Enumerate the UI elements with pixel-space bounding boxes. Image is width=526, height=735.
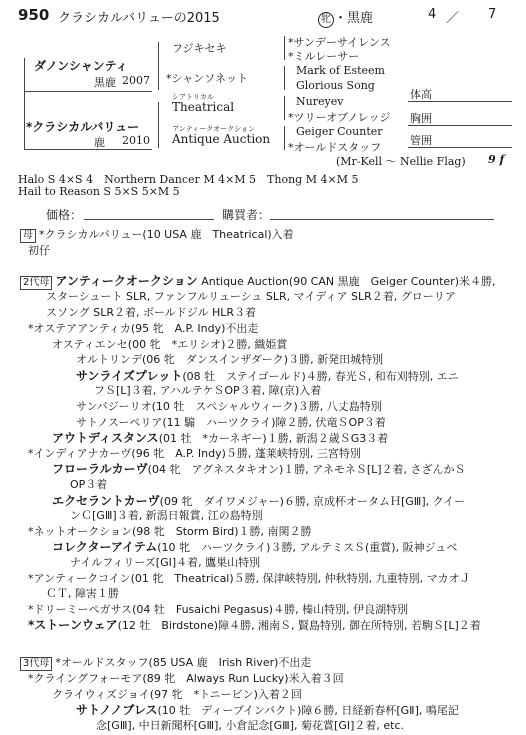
lot-title: クラシカルバリューの2015 [58, 11, 220, 26]
horse-name: *アンティークコイン [28, 571, 131, 585]
g3-bracket-4 [284, 126, 285, 150]
sire-underline [24, 91, 152, 92]
horse-name: オスティエンセ [52, 337, 128, 351]
dam-section [20, 226, 294, 243]
g3-5: Nureyev [296, 95, 344, 108]
horse-record: ナイルフィリーズ[GⅠ]４着, 鷹巣山特別 [70, 556, 261, 569]
g3-4: Glorious Song [296, 79, 375, 92]
horse-name: サトノノブレス [76, 703, 158, 718]
family-entry [28, 616, 481, 633]
horse-record: (96 牝 A.P. Indy)５勝, 蓬莱峡特別, 三宮特別 [131, 446, 361, 460]
dam-bracket [158, 102, 159, 148]
second-dam-name: アンティークオークション [55, 274, 198, 288]
family-entry [52, 336, 287, 352]
horse-record: (98 牝 Storm Bird)１勝, 南関２勝 [131, 524, 312, 538]
height-label: 体高 [410, 88, 432, 101]
dam-underline [24, 149, 152, 150]
family-entry [28, 320, 258, 336]
horse-record: (09 牝 ダイワメジャー)６勝, 京成杯オータムＨ[GⅢ], クイー [159, 494, 466, 508]
horse-name: サンライズプレット [76, 368, 183, 383]
horse-record: (08 牡 ステイゴールド)４勝, 春光Ｓ, 和布刈特別, エニ [182, 369, 459, 383]
sire-year: 2007 [122, 74, 150, 87]
horse-name: *クライングフォーモア [28, 672, 143, 685]
family-entry [94, 382, 321, 398]
g3-6: *ツリーオブノレッジ [288, 111, 391, 124]
cannon-line [408, 147, 512, 148]
horse-record: (89 牝 Always Run Lucky)米入着３回 [142, 672, 344, 685]
horse-name: サンバジーリオ [76, 400, 152, 413]
third-dam-head [20, 654, 311, 671]
sex-mark: 牝 [318, 12, 334, 28]
horse-name: オルトリンデ [76, 353, 142, 367]
family-entry [70, 554, 260, 570]
family-entry [96, 717, 404, 733]
horse-name: *オステアアンティカ [28, 322, 131, 335]
dam-line: *クラシカルバリュー(10 USA 鹿 Theatrical)入着 [39, 228, 294, 241]
horse-name: *ネットオークション [28, 524, 132, 538]
dam-name: *クラシカルバリュー [26, 120, 140, 134]
sire-bracket [158, 42, 159, 90]
family-entry [70, 476, 107, 492]
third-dam-label: 3代母 [20, 657, 52, 671]
birth-month: 4 [428, 7, 437, 22]
horse-record: (06 牝 ダンスインザダーク)３勝, 新発田城特別 [142, 353, 384, 367]
family-entry [28, 601, 408, 617]
horse-name: *ドリーミーペガサス [28, 602, 133, 616]
second-dam-head-rest: Antique Auction(90 CAN 黒鹿 Geiger Counter)米４勝, [197, 275, 496, 288]
horse-record: (11 騸 ハーツクライ)障２勝, 伏竜ＳOP３着 [162, 415, 386, 429]
inbreeding-1: Halo S 4×S 4 Northern Dancer M 4×M 5 Thong M 4×M 5 [18, 173, 359, 186]
horse-record: ＣＴ, 障害１勝 [46, 587, 119, 601]
coat-color: ・黒鹿 [334, 11, 374, 26]
cannon-label: 管囲 [410, 134, 432, 147]
dam-dam-ruby: アンティークオークション [172, 125, 256, 133]
g3-bracket-2 [284, 66, 285, 90]
height-line [408, 101, 512, 102]
dam-color: 鹿 [94, 136, 105, 149]
buyer-field[interactable] [270, 219, 494, 220]
second-dam-head-line [46, 288, 456, 304]
lot-number: 950 [18, 6, 50, 24]
dam-label: 母 [20, 229, 36, 243]
family-entry [76, 398, 382, 414]
horse-name: クライウィズジョイ [52, 687, 150, 701]
horse-name: サトノスーペリア [76, 415, 163, 429]
horse-record: (10 牝 ハーツクライ)３勝, アルテミスＳ(重賞), 阪神ジュベ [157, 541, 458, 555]
sire-dam: *シャンソネット [166, 72, 249, 85]
family-line: (Mr-Kell ～ Nellie Flag) [336, 155, 466, 168]
g3-bracket-3 [284, 96, 285, 120]
family-entry [76, 351, 383, 367]
g3-2: *ミルレーサー [288, 50, 360, 63]
horse-name: *ストーンウェア [28, 618, 118, 633]
horse-name: フローラルカーヴ [52, 462, 148, 477]
horse-record: (04 牡 Fusaichi Pegasus)４勝, 榛山特別, 伊良湖特別 [132, 602, 409, 616]
horse-name: エクセラントカーヴ [52, 493, 160, 508]
family-number: 9 f [488, 153, 505, 166]
horse-record: (04 牝 アグネスタキオン)１勝, アネモネＳ[L]２着, さざんかＳ [147, 463, 466, 477]
g3-7: Geiger Counter [296, 125, 383, 138]
family-entry [28, 445, 361, 461]
dam-note: 初仔 [28, 244, 50, 257]
horse-name: コレクターアイテム [52, 540, 158, 555]
pedigree-bracket [24, 58, 25, 150]
horse-record: (10 牡 スペシャルウィーク)３勝, 八丈島特別 [151, 400, 382, 413]
second-dam-head-line: スターシュート SLR, ファンフルリューシュ SLR, マイディア SLR２着, グローリア [46, 290, 456, 303]
horse-record: (01 牝 Theatrical)５勝, 保津峡特別, 仲秋特別, 九重特別, マカオＪ [130, 571, 471, 585]
sire-name: ダノンシャンティ [34, 59, 128, 73]
horse-record: OP３着 [70, 478, 108, 491]
dam-sire-ruby: シアトリカル [172, 93, 214, 101]
sire-sire: フジキセキ [172, 42, 227, 55]
second-dam-label: 2代母 [20, 276, 52, 290]
horse-name: *インディアナカーヴ [28, 446, 132, 460]
horse-record: (12 牡 Birdstone)障４勝, 湘南Ｓ, 賢島特別, 御在所特別, 若駒Ｓ[L]２着 [117, 619, 481, 633]
birth-day: 7 [488, 7, 497, 22]
family-entry [52, 686, 302, 702]
price-field[interactable] [84, 219, 214, 220]
second-dam-head-line: スソング SLR２着, ボールドジル HLR３着 [46, 305, 257, 319]
family-entry [52, 429, 388, 446]
g3-bracket-1 [284, 36, 285, 60]
family-entry [52, 538, 457, 555]
family-entry [76, 367, 459, 384]
family-entry [28, 523, 312, 539]
horse-record: (95 牝 A.P. Indy)不出走 [130, 322, 259, 335]
horse-record: (00 牝 *エリシオ)２勝, 織姫賞 [127, 337, 288, 351]
g3-8: *オールドスタッフ [288, 141, 382, 154]
horse-record: (01 牡 *カーネギー)１勝, 新潟２歳ＳG3３着 [158, 432, 389, 446]
horse-record: 念[GⅢ], 中日新聞杯[GⅢ], 小倉記念[GⅢ], 菊花賞[GⅠ]２着, etc. [96, 718, 405, 732]
date-slash: ／ [446, 11, 460, 26]
family-entry [28, 570, 471, 586]
chest-line [408, 125, 512, 126]
inbreeding-2: Hail to Reason S 5×S 5×M 5 [18, 185, 180, 198]
price-label: 価格： [46, 208, 83, 222]
family-entry [28, 670, 344, 686]
family-entry [52, 492, 465, 509]
sex-badge [318, 7, 373, 28]
dam-sire: Theatrical [172, 100, 235, 114]
horse-record: (10 牡 ディープインパクト)障６勝, 日経新春杯[GⅡ], 鳴尾記 [157, 704, 459, 718]
family-entry [46, 585, 119, 601]
dam-year: 2010 [122, 134, 150, 147]
family-entry [52, 460, 466, 477]
family-entry [76, 701, 459, 718]
second-dam-head-line [46, 304, 256, 320]
g3-1: *サンデーサイレンス [288, 36, 391, 49]
family-entry [76, 414, 386, 430]
horse-record: フＳ[L]３着, アハルテケＳOP３着, 障(京)入着 [94, 384, 322, 398]
horse-name: アウトディスタンス [52, 431, 159, 446]
third-dam-name: *オールドスタッフ [55, 656, 149, 669]
horse-record: (97 牝 *トニービン)入着２回 [149, 687, 302, 701]
third-dam-head-rest: (85 USA 鹿 Irish River)不出走 [148, 656, 312, 669]
buyer-label: 購買者： [222, 208, 271, 222]
horse-record: ンＣ[GⅢ]３着, 新潟日報賞, 江の島特別 [70, 509, 263, 523]
g3-3: Mark of Esteem [296, 64, 385, 77]
dam-dam: Antique Auction [172, 132, 271, 146]
family-entry [70, 507, 263, 523]
sire-color: 黒鹿 [94, 76, 116, 89]
chest-label: 胸囲 [410, 112, 432, 125]
